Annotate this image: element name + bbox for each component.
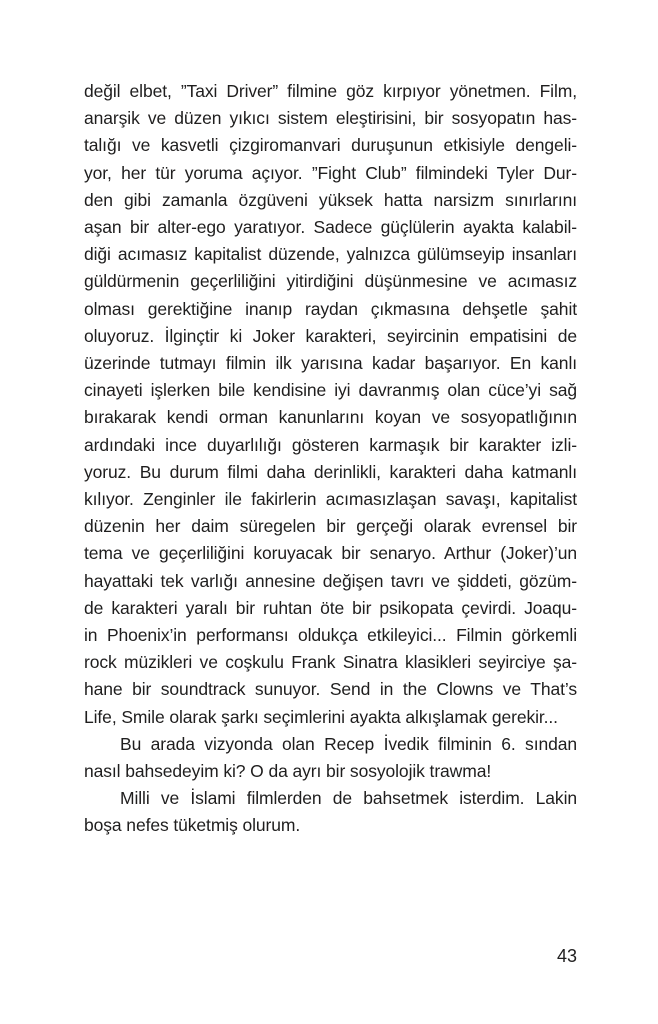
text-line: de karakteri yaralı bir ruhtan öte bir psikopata çevirdi. Joaqu- xyxy=(84,597,577,618)
text-line: Life, Smile olarak şarkı seçimlerini ayakta alkışlamak gerekir... xyxy=(84,706,558,727)
text-line: değil elbet, ”Taxi Driver” filmine göz kırpıyor yönetmen. Film, xyxy=(84,81,577,101)
text-line: bırakarak kendi orman kanunlarını koyan ve sosyopatlığının xyxy=(84,407,577,428)
text-line: anarşik ve düzen yıkıcı sistem eleştirisini, bir sosyopatın has- xyxy=(84,108,577,129)
text-line: boşa nefes tüketmiş olurum. xyxy=(84,815,301,836)
text-line: aşan bir alter-ego yaratıyor. Sadece güçlülerin ayakta kalabil- xyxy=(84,217,577,238)
text-line: talığı ve kasvetli çizgiromanvari duruşunun etkisiyle dengeli- xyxy=(84,135,577,156)
paragraph-1 xyxy=(84,78,577,731)
text-line: güldürmenin geçerliliğini yitirdiğini düşünmesine ve acımasız xyxy=(84,271,577,292)
paragraph-2 xyxy=(84,731,577,785)
page-number: 43 xyxy=(556,946,577,966)
text-line: Bu arada vizyonda olan Recep İvedik filminin 6. sından xyxy=(120,733,577,754)
text-line: oluyoruz. İlginçtir ki Joker karakteri, seyircinin empatisini de xyxy=(84,325,577,346)
text-line: rock müzikleri ve coşkulu Frank Sinatra klasikleri seyirciye şa- xyxy=(84,652,577,673)
text-line: diği acımasız kapitalist düzende, yalnızca gülümseyip insanları xyxy=(84,244,577,265)
page-text xyxy=(84,78,577,840)
text-line: olması gerektiğine inanıp raydan çıkmasına dehşetle şahit xyxy=(84,298,577,319)
text-line: den gibi zamanla özgüveni yüksek hatta narsizm sınırlarını xyxy=(84,189,577,210)
text-line: üzerinde tutmayı filmin ilk yarısına kadar başarıyor. En kanlı xyxy=(84,353,577,374)
text-line: tema ve geçerliliğini koruyacak bir senaryo. Arthur (Joker)’un xyxy=(84,543,577,564)
text-line: yoruz. Bu durum filmi daha derinlikli, karakteri daha katmanlı xyxy=(84,461,577,482)
text-line: hayattaki tek varlığı annesine değişen tavrı ve şiddeti, gözüm- xyxy=(84,570,577,591)
text-line: hane bir soundtrack sunuyor. Send in the Clowns ve That’s xyxy=(84,679,577,700)
text-line: ardındaki ince duyarlılığı gösteren karmaşık bir karakter izli- xyxy=(84,434,577,455)
text-line: düzenin her daim süregelen bir gerçeği olarak evrensel bir xyxy=(84,516,577,537)
text-line: Milli ve İslami filmlerden de bahsetmek isterdim. Lakin xyxy=(120,788,577,809)
text-line: yor, her tür yoruma açıyor. ”Fight Club” filmindeki Tyler Dur- xyxy=(84,162,577,183)
paragraph-3 xyxy=(84,785,577,839)
text-line: in Phoenix’in performansı oldukça etkileyici... Filmin görkemli xyxy=(84,625,577,646)
text-line: cinayeti işlerken bile kendisine iyi davranmış olan cüce’yi sağ xyxy=(84,380,577,401)
text-line: kılıyor. Zenginler ile fakirlerin acımasızlaşan savaşı, kapitalist xyxy=(84,489,577,510)
text-line: nasıl bahsedeyim ki? O da ayrı bir sosyolojik trawma! xyxy=(84,761,492,782)
